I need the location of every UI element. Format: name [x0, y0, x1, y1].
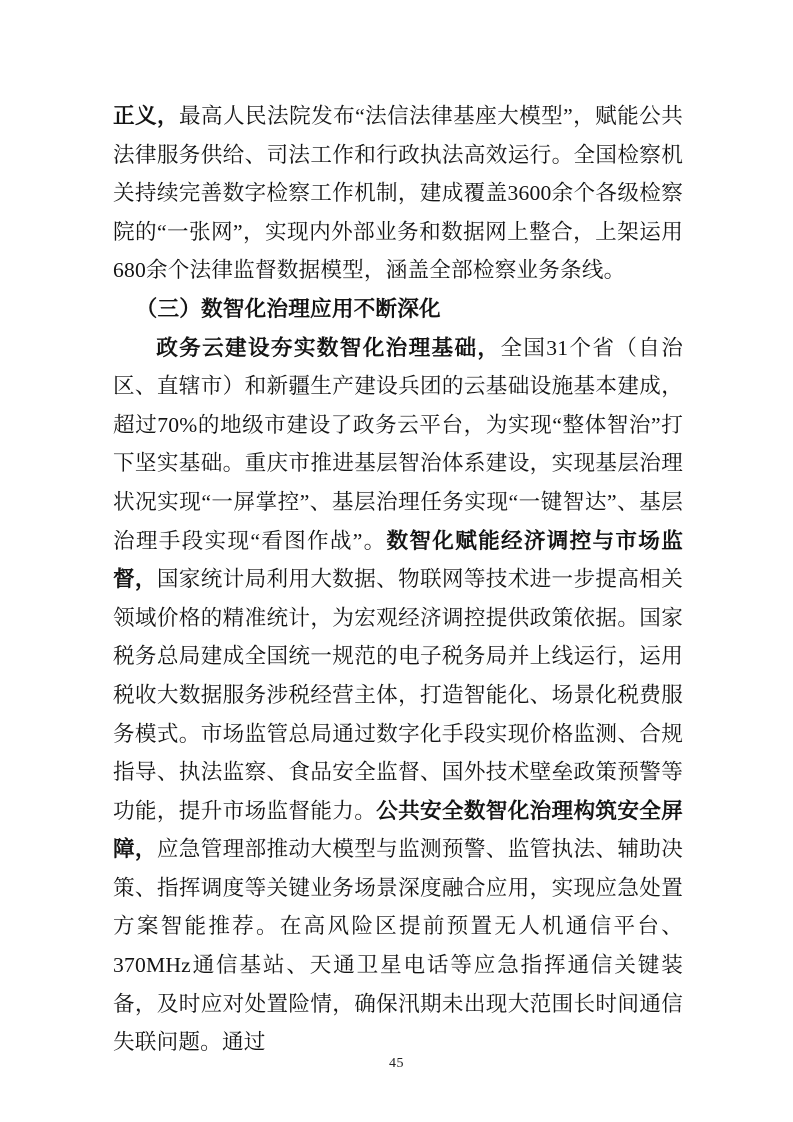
document-body	[113, 97, 683, 1062]
bold-text-segment: 公共安全数智化治理构筑安全屏障，	[113, 798, 683, 862]
bold-text-segment: （三）数智化治理应用不断深化	[135, 296, 441, 321]
bold-text-segment: 政务云建设夯实数智化治理基础，	[156, 335, 501, 360]
paragraph	[113, 97, 683, 290]
text-segment: 全国31个省（自治区、直辖市）和新疆生产建设兵团的云基础设施基本建成，超过70%的地级市建设了政务云平台，为实现“整体智治”打下坚实基础。重庆市推进基层智治体系建设，实现基层治理状况实现“一屏掌控”、基层治理任务实现“一键智达”、基层治理手段实现“看图作战”。	[113, 335, 683, 553]
bold-text-segment: 数智化赋能经济调控与市场监督，	[113, 528, 683, 592]
text-segment: 最高人民法院发布“法信法律基座大模型”，赋能公共法律服务供给、司法工作和行政执法高效运行。全国检察机关持续完善数字检察工作机制，建成覆盖3600余个各级检察院的“一张网”，实现内外部业务和数据网上整合，上架运用680余个法律监督数据模型，涵盖全部检察业务条线。	[113, 104, 683, 283]
page-footer	[0, 1054, 793, 1072]
page-number: 45	[389, 1056, 404, 1071]
bold-text-segment: 正义，	[113, 104, 180, 128]
text-segment: 国家统计局利用大数据、物联网等技术进一步提高相关领域价格的精准统计，为宏观经济调控提供政策依据。国家税务总局建成全国统一规范的电子税务局并上线运行，运用税收大数据服务涉税经营主体，打造智能化、场景化税费服务模式。市场监管总局通过数字化手段实现价格监测、合规指导、执法监察、食品安全监督、国外技术壁垒政策预警等功能，提升市场监督能力。	[113, 567, 683, 823]
paragraph	[113, 329, 683, 1062]
section-heading	[113, 290, 683, 329]
text-segment: 应急管理部推动大模型与监测预警、监管执法、辅助决策、指挥调度等关键业务场景深度融合应用，实现应急处置方案智能推荐。在高风险区提前预置无人机通信平台、370MHz通信基站、天通卫星电话等应急指挥通信关键装备，及时应对处置险情，确保汛期未出现大范围长时间通信失联问题。通过	[113, 837, 683, 1055]
